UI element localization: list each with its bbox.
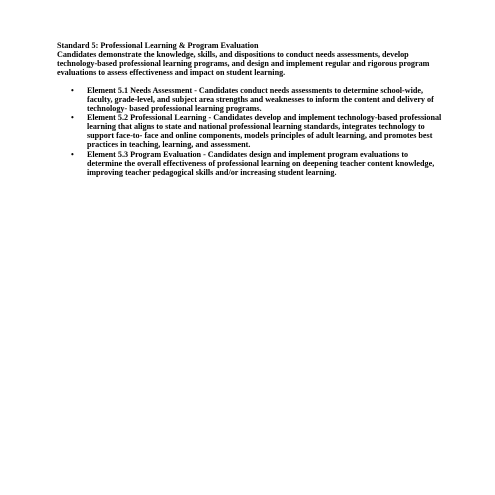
document-page: [57, 41, 442, 177]
bullet-icon: •: [71, 86, 74, 96]
list-item-element-5-3: [57, 150, 442, 177]
element-5-3-text: Element 5.3 Program Evaluation - Candidates design and implement program evaluations to determine the overall effectiveness of professional learning on deepening teacher content knowledge, improving teacher pedagogical skills and/or increasing student learning.: [87, 149, 435, 177]
standard-title: Standard 5: Professional Learning & Program Evaluation: [57, 41, 259, 50]
element-list: [57, 86, 442, 176]
element-5-1-text: Element 5.1 Needs Assessment - Candidates conduct needs assessments to determine school-wide, faculty, grade-level, and subject area strengths and weaknesses to inform the content and delivery of technology- based professional learning programs.: [87, 86, 434, 114]
list-item-element-5-2: [57, 113, 442, 149]
bullet-icon: •: [71, 149, 74, 159]
standard-description: Candidates demonstrate the knowledge, skills, and dispositions to conduct needs assessments, develop technology-based professional learning programs, and design and implement regular and rigorous program evaluations to assess effectiveness and impact on student learning.: [57, 50, 430, 78]
list-item-element-5-1: [57, 86, 442, 113]
element-5-2-text: Element 5.2 Professional Learning - Candidates develop and implement technology-based professional learning that aligns to state and national professional learning standards, integrates technology to support face-to- face and online components, models principles of adult learning, and promotes best practices in teaching, learning, and assessment.: [87, 113, 442, 150]
bullet-icon: •: [71, 113, 74, 123]
